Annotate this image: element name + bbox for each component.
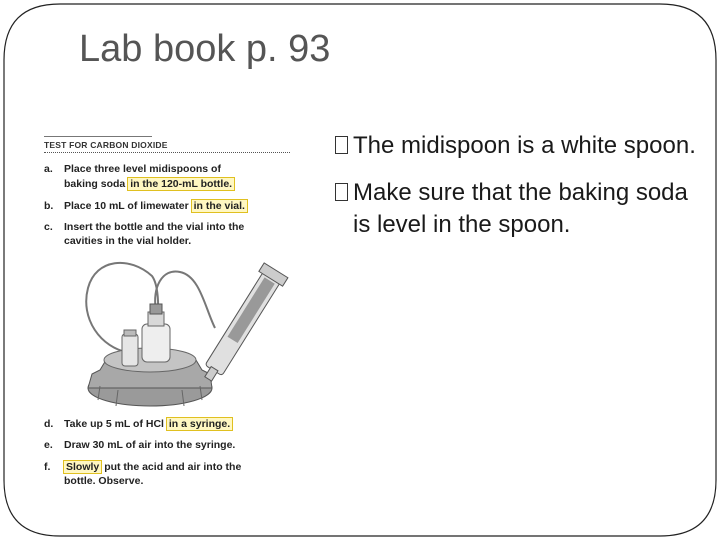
apparatus-illustration — [40, 248, 300, 410]
step-text-segment: baking soda — [64, 178, 126, 190]
step-text: cavities in the vial holder. — [64, 235, 192, 247]
highlighted-phrase: in a syringe. — [168, 418, 231, 430]
highlighted-phrase: Slowly — [66, 461, 100, 473]
step-letter: c. — [44, 221, 53, 233]
step-letter: e. — [44, 439, 53, 451]
square-bullet-icon — [335, 183, 348, 201]
step-text — [64, 177, 234, 191]
step-text — [64, 417, 232, 431]
step-text — [64, 199, 247, 213]
bullet-text: Make sure that the baking soda is level in the spoon. — [353, 178, 688, 239]
highlighted-phrase: in the 120-mL bottle. — [130, 178, 233, 190]
heading-rule — [44, 136, 152, 137]
slide-title: Lab book p. 93 — [79, 28, 331, 70]
step-text: Draw 30 mL of air into the syringe. — [64, 439, 236, 451]
step-text-segment: Take up 5 mL of HCl — [64, 418, 164, 430]
lab-book-excerpt — [40, 132, 300, 494]
step-text: Insert the bottle and the vial into the — [64, 221, 245, 233]
step-letter: b. — [44, 200, 54, 212]
bullet-item — [334, 177, 706, 242]
step-letter: a. — [44, 163, 53, 175]
step-text-segment: put the acid and air into the — [104, 461, 242, 473]
step-text: Place three level midispoons of — [64, 163, 221, 175]
bullet-list — [334, 130, 706, 256]
bullet-item — [334, 130, 706, 163]
dotted-divider — [44, 152, 290, 153]
step-text — [64, 460, 241, 474]
step-text: bottle. Observe. — [64, 475, 144, 487]
step-letter: d. — [44, 418, 54, 430]
bullet-text: The midispoon is a white spoon. — [353, 132, 696, 159]
highlighted-phrase: in the vial. — [193, 200, 245, 212]
step-letter: f. — [44, 461, 51, 473]
square-bullet-icon — [335, 136, 348, 154]
lab-heading: TEST FOR CARBON DIOXIDE — [44, 140, 168, 150]
step-text-segment: Place 10 mL of limewater — [64, 200, 189, 212]
